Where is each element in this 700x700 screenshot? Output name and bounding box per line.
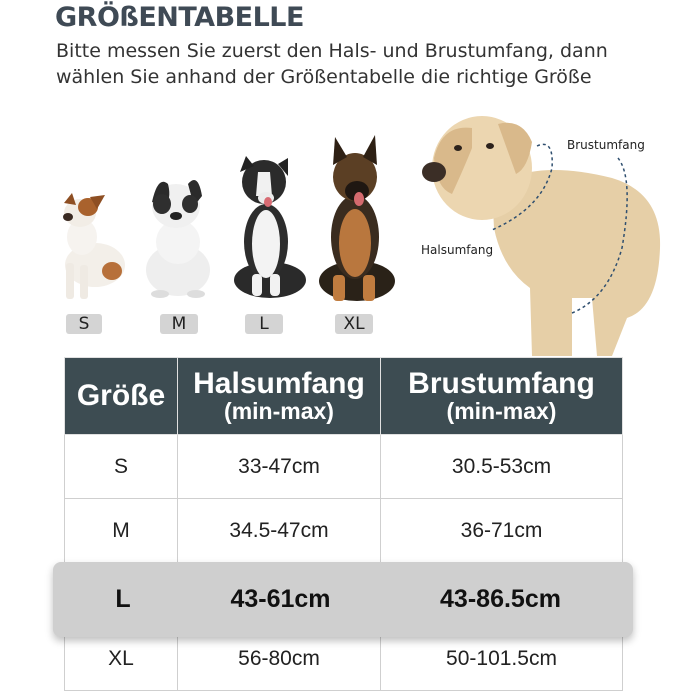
size-table <box>64 357 623 691</box>
header-neck-label: Halsumfang <box>193 367 365 400</box>
table-row <box>65 435 623 499</box>
jack-russell-terrier-icon <box>50 185 135 305</box>
table-header-row <box>65 358 623 435</box>
labrador-retriever-icon <box>412 98 672 356</box>
neck-circumference-label: Halsumfang <box>421 243 494 257</box>
cell-size-highlight: L <box>115 585 131 613</box>
highlighted-table-row <box>53 562 633 637</box>
cell-chest: 36-71cm <box>381 499 623 563</box>
cell-neck: 33-47cm <box>178 435 381 499</box>
cell-chest: 50-101.5cm <box>381 627 623 691</box>
page-title: GRÖßENTABELLE <box>55 2 304 33</box>
size-chip-xl: XL <box>335 314 373 334</box>
intro-text: Bitte messen Sie zuerst den Hals- und Brustumfang, dann wählen Sie anhand der Größentabelle die richtige Größe <box>56 40 608 88</box>
size-chip-m: M <box>160 314 198 334</box>
cell-neck-highlight: 43-61cm <box>230 585 331 613</box>
table-row <box>65 499 623 563</box>
chest-circumference-label: Brustumfang <box>567 138 645 152</box>
cell-chest: 30.5-53cm <box>381 435 623 499</box>
size-chip-l: L <box>245 314 283 334</box>
border-collie-icon <box>228 152 308 302</box>
header-size <box>65 358 178 435</box>
header-chest-label: Brustumfang <box>408 367 595 400</box>
cell-size: S <box>65 435 178 499</box>
cell-chest-highlight: 43-86.5cm <box>440 585 561 613</box>
header-neck-sub: (min-max) <box>224 398 334 424</box>
cell-size: XL <box>65 627 178 691</box>
german-shepherd-icon <box>313 135 398 305</box>
french-bulldog-icon <box>138 170 218 300</box>
cell-neck: 34.5-47cm <box>178 499 381 563</box>
header-chest <box>381 358 623 435</box>
header-size-label: Größe <box>76 379 166 412</box>
header-neck <box>178 358 381 435</box>
header-chest-sub: (min-max) <box>446 398 557 424</box>
cell-neck: 56-80cm <box>178 627 381 691</box>
size-chip-s: S <box>66 314 102 334</box>
cell-size: M <box>65 499 178 563</box>
